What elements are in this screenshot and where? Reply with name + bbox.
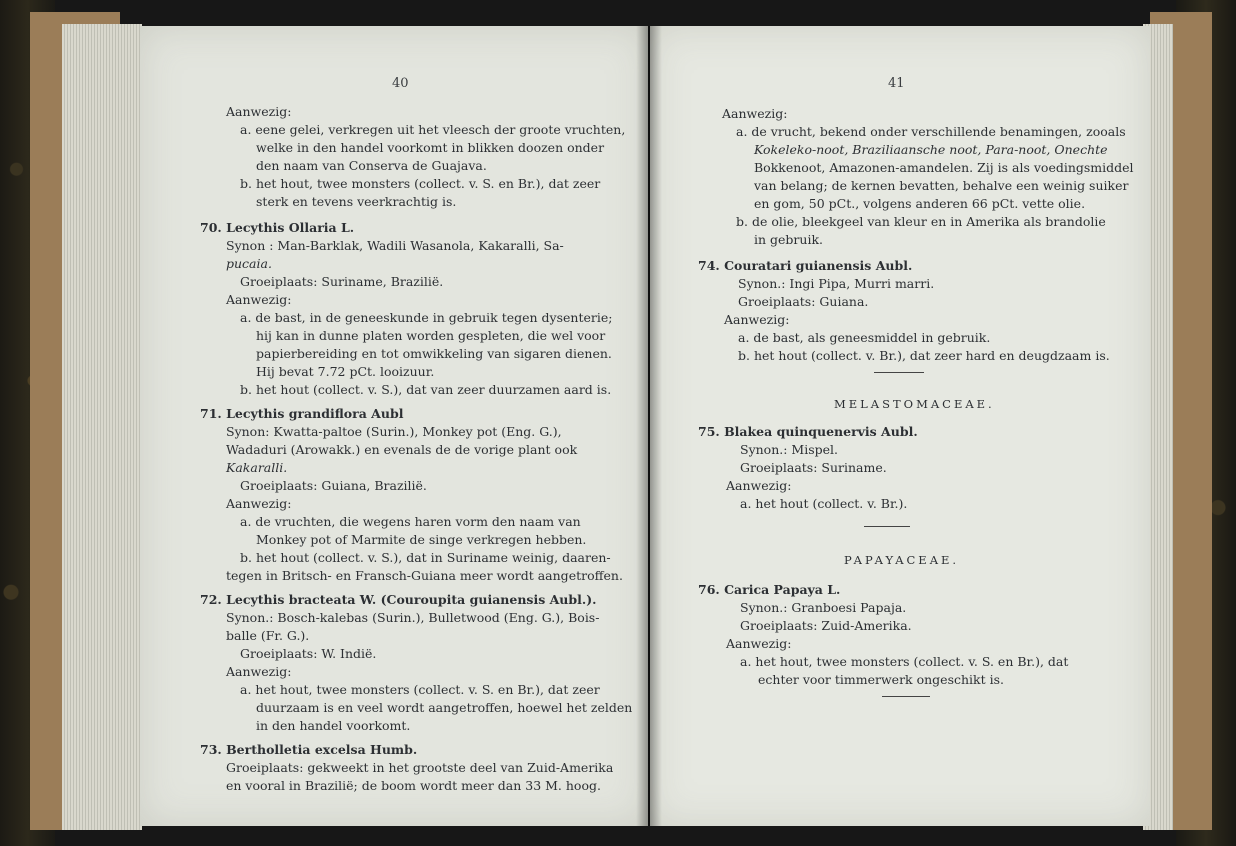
text-line: Synon : Man-Barklak, Wadili Wasanola, Kakaralli, Sa-: [226, 238, 564, 253]
text-line: en gom, 50 pCt., volgens anderen 66 pCt. vette olie.: [754, 196, 1086, 211]
text-line: a. de bast, in de geneeskunde in gebruik tegen dysenterie;: [240, 310, 613, 325]
divider: [864, 526, 910, 527]
text-line: Synon.: Granboesi Papaja.: [740, 600, 907, 615]
right-page: [650, 26, 1150, 826]
text-line: Aanwezig:: [226, 292, 292, 307]
text-line: sterk en tevens veerkrachtig is.: [256, 194, 457, 209]
text-line: Hij bevat 7.72 pCt. looizuur.: [256, 364, 435, 379]
species-heading: 74. Couratari guianensis Aubl.: [698, 258, 913, 273]
text-line: Aanwezig:: [226, 496, 292, 511]
species-heading: 76. Carica Papaya L.: [698, 582, 841, 597]
text-line: a. het hout (collect. v. Br.).: [740, 496, 908, 511]
text-line: Synon.: Bosch-kalebas (Surin.), Bulletwood (Eng. G.), Bois-: [226, 610, 600, 625]
text-line: in den handel voorkomt.: [256, 718, 411, 733]
text-line: Groeiplaats: Zuid-Amerika.: [740, 618, 912, 633]
species-heading: 72. Lecythis bracteata W. (Couroupita guianensis Aubl.).: [200, 592, 597, 607]
species-heading: 75. Blakea quinquenervis Aubl.: [698, 424, 918, 439]
text-line: b. het hout (collect. v. S.), dat in Suriname weinig, daaren-: [240, 550, 611, 565]
text-line: b. het hout (collect. v. S.), dat van zeer duurzamen aard is.: [240, 382, 612, 397]
text-line: Aanwezig:: [724, 312, 790, 327]
text-line: a. de vrucht, bekend onder verschillende benamingen, zooals: [736, 124, 1126, 139]
divider: [874, 372, 924, 373]
text-line: Aanwezig:: [726, 478, 792, 493]
text-line: Groeiplaats: W. Indië.: [240, 646, 377, 661]
text-line: welke in den handel voorkomt in blikken doozen onder: [256, 140, 605, 155]
text-line: Groeiplaats: Suriname, Brazilië.: [240, 274, 444, 289]
page-number: 41: [888, 76, 905, 91]
species-heading: 70. Lecythis Ollaria L.: [200, 220, 355, 235]
book-gutter: [636, 26, 662, 826]
text-line: duurzaam is en veel wordt aangetroffen, hoewel het zelden: [256, 700, 633, 715]
text-line: in gebruik.: [754, 232, 823, 247]
text-line: tegen in Britsch- en Fransch-Guiana meer wordt aangetroffen.: [226, 568, 623, 583]
text-line: b. het hout, twee monsters (collect. v. S. en Br.), dat zeer: [240, 176, 601, 191]
text-line: Aanwezig:: [226, 664, 292, 679]
page-edges-left: [62, 24, 142, 830]
text-line: echter voor timmerwerk ongeschikt is.: [758, 672, 1004, 687]
family-heading: PAPAYACEAE.: [844, 553, 960, 567]
text-line: papierbereiding en tot omwikkeling van sigaren dienen.: [256, 346, 612, 361]
text-line: a. de vruchten, die wegens haren vorm den naam van: [240, 514, 581, 529]
text-line: b. de olie, bleekgeel van kleur en in Amerika als brandolie: [736, 214, 1106, 229]
text-line: a. het hout, twee monsters (collect. v. S. en Br.), dat: [740, 654, 1069, 669]
text-line: Monkey pot of Marmite de singe verkregen hebben.: [256, 532, 587, 547]
text-line: a. eene gelei, verkregen uit het vleesch der groote vruchten,: [240, 122, 626, 137]
text-line: Aanwezig:: [226, 104, 292, 119]
species-heading: 71. Lecythis grandiflora Aubl: [200, 406, 404, 421]
divider: [882, 696, 930, 697]
text-line: Aanwezig:: [726, 636, 792, 651]
text-line: a. het hout, twee monsters (collect. v. S. en Br.), dat zeer: [240, 682, 600, 697]
family-heading: MELASTOMACEAE.: [834, 397, 995, 411]
text-line: Groeiplaats: Guiana.: [738, 294, 869, 309]
species-heading: 73. Bertholletia excelsa Humb.: [200, 742, 418, 757]
page-number: 40: [392, 76, 409, 91]
text-line: Synon.: Ingi Pipa, Murri marri.: [738, 276, 935, 291]
text-line: Synon.: Mispel.: [740, 442, 838, 457]
text-line: Groeiplaats: Suriname.: [740, 460, 887, 475]
text-line: balle (Fr. G.).: [226, 628, 310, 643]
text-line: Wadaduri (Arowakk.) en evenals de de vorige plant ook: [226, 442, 578, 457]
text-line: hij kan in dunne platen worden gespleten, die wel voor: [256, 328, 606, 343]
text-line: van belang; de kernen bevatten, behalve een weinig suiker: [754, 178, 1129, 193]
text-line: Groeiplaats: gekweekt in het grootste deel van Zuid-Amerika: [226, 760, 614, 775]
text-line: Synon: Kwatta-paltoe (Surin.), Monkey pot (Eng. G.),: [226, 424, 562, 439]
text-line: Kokeleko-noot, Braziliaansche noot, Para-noot, Onechte: [754, 142, 1108, 157]
text-line: en vooral in Brazilië; de boom wordt meer dan 33 M. hoog.: [226, 778, 601, 793]
text-line: pucaia.: [226, 256, 272, 271]
text-line: Kakaralli.: [226, 460, 288, 475]
text-line: a. de bast, als geneesmiddel in gebruik.: [738, 330, 991, 345]
text-line: Groeiplaats: Guiana, Brazilië.: [240, 478, 427, 493]
text-line: Aanwezig:: [722, 106, 788, 121]
left-page: [140, 26, 648, 826]
text-line: b. het hout (collect. v. Br.), dat zeer hard en deugdzaam is.: [738, 348, 1110, 363]
text-line: Bokkenoot, Amazonen-amandelen. Zij is als voedingsmiddel: [754, 160, 1134, 175]
text-line: den naam van Conserva de Guajava.: [256, 158, 487, 173]
